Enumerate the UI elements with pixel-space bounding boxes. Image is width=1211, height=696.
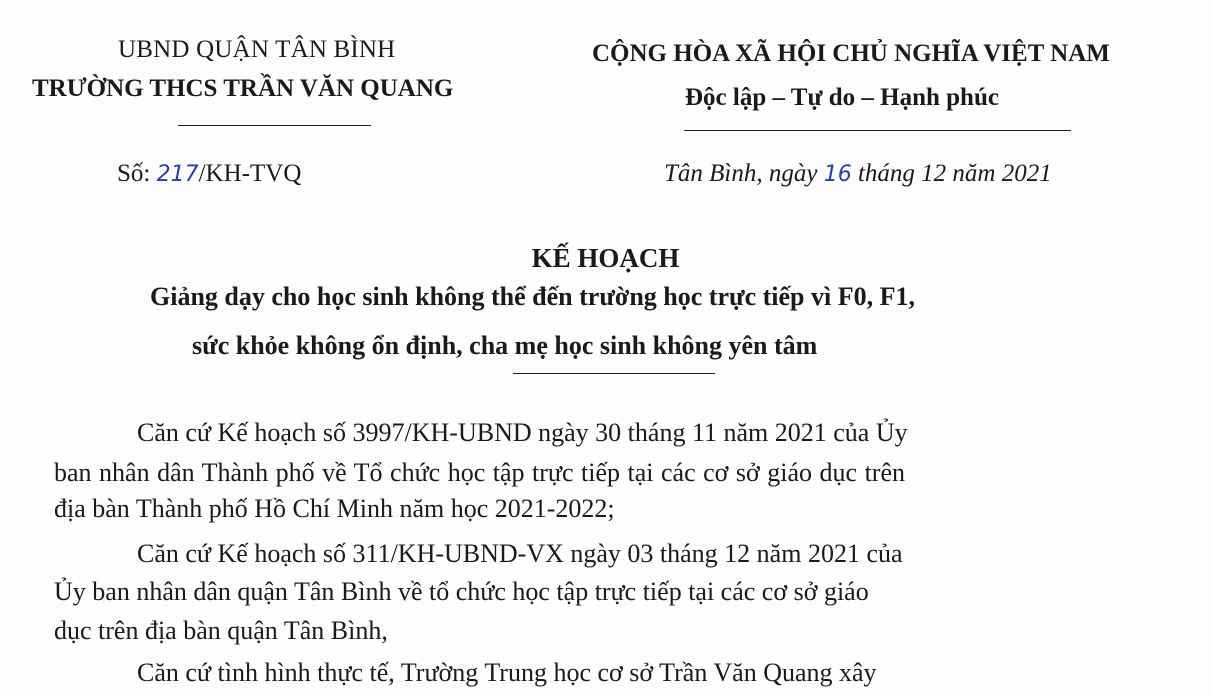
reference-handwritten-number: 217 xyxy=(156,162,199,187)
document-date xyxy=(664,160,1052,188)
national-title: CỘNG HÒA XÃ HỘI CHỦ NGHĨA VIỆT NAM xyxy=(592,40,1110,67)
reference-prefix: Số: xyxy=(117,160,157,187)
body-line: Căn cứ Kế hoạch số 3997/KH-UBND ngày 30 tháng 11 năm 2021 của Ủy xyxy=(137,418,908,447)
date-prefix: Tân Bình, ngày xyxy=(664,160,824,187)
reference-number xyxy=(117,160,301,188)
subtitle-line-2: sức khỏe không ổn định, cha mẹ học sinh không yên tâm xyxy=(192,331,818,360)
date-suffix: tháng 12 năm 2021 xyxy=(851,160,1052,187)
date-handwritten-day: 16 xyxy=(823,162,852,187)
body-line: dục trên địa bàn quận Tân Bình, xyxy=(54,616,388,645)
org-name: TRƯỜNG THCS TRẦN VĂN QUANG xyxy=(32,75,454,102)
body-line: địa bàn Thành phố Hồ Chí Minh năm học 2021-2022; xyxy=(54,494,615,523)
subtitle-line-1: Giảng dạy cho học sinh không thể đến trường học trực tiếp vì F0, F1, xyxy=(150,282,915,311)
org-underline xyxy=(178,125,371,126)
body-line: Căn cứ tình hình thực tế, Trường Trung học cơ sở Trần Văn Quang xây xyxy=(137,658,877,687)
document-type: KẾ HOẠCH xyxy=(531,243,680,273)
subtitle-underline xyxy=(513,373,715,374)
body-line: ban nhân dân Thành phố về Tổ chức học tập trực tiếp tại các cơ sở giáo dục trên xyxy=(54,458,905,487)
body-line: Căn cứ Kế hoạch số 311/KH-UBND-VX ngày 03 tháng 12 năm 2021 của xyxy=(137,539,903,568)
org-parent: UBND QUẬN TÂN BÌNH xyxy=(118,36,396,63)
motto-underline xyxy=(684,130,1071,131)
body-line: Ủy ban nhân dân quận Tân Bình về tổ chức học tập trực tiếp tại các cơ sở giáo xyxy=(54,577,869,606)
reference-suffix: /KH-TVQ xyxy=(198,160,302,187)
motto: Độc lập – Tự do – Hạnh phúc xyxy=(685,84,999,111)
